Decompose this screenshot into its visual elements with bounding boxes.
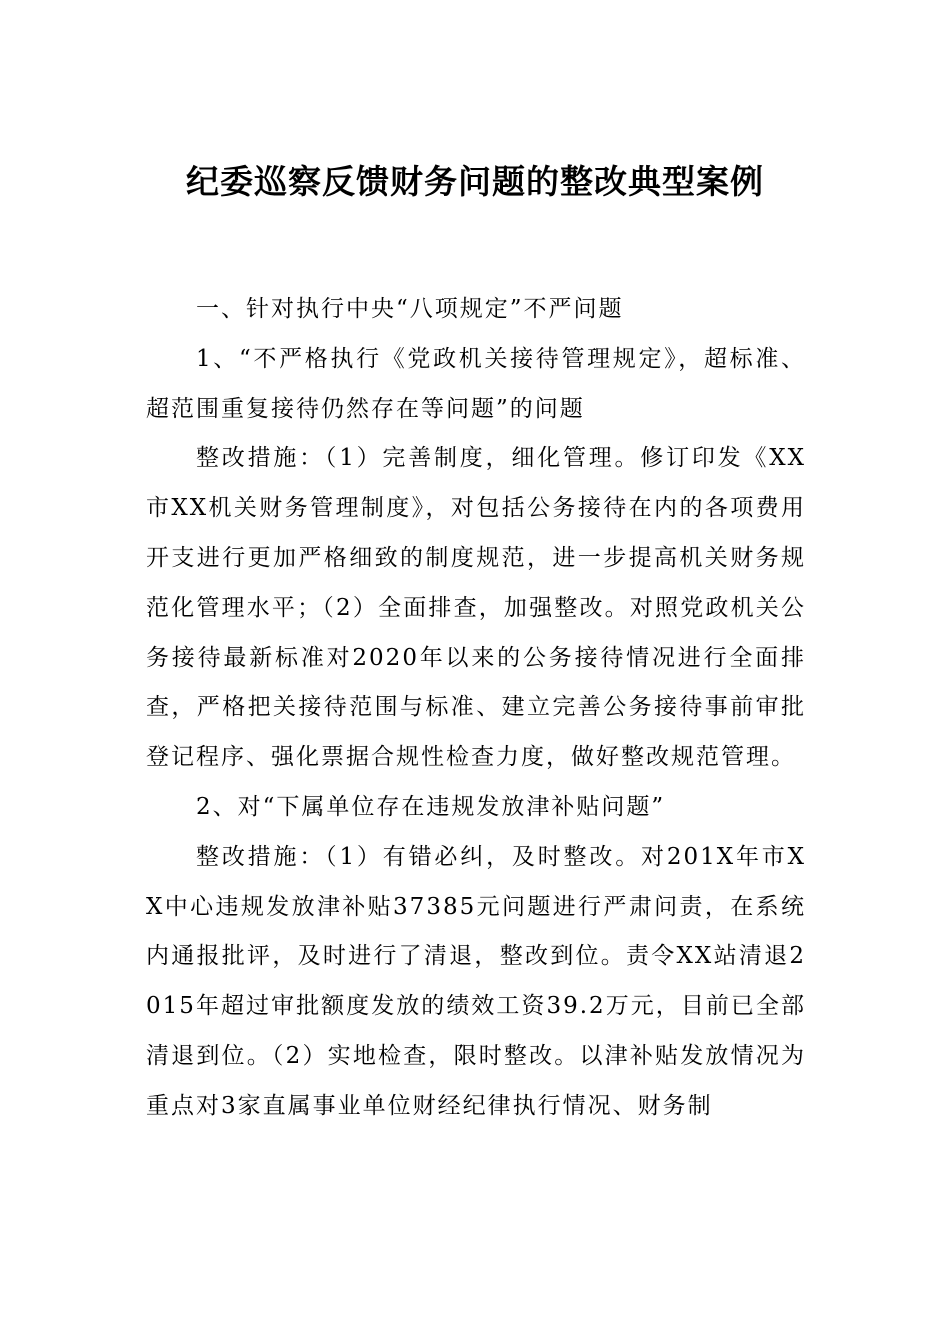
issue-heading: 1、“不严格执行《党政机关接待管理规定》，超标准、超范围重复接待仍然存在等问题”的问题 — [146, 345, 806, 422]
rectification-paragraph: 整改措施：（1）有错必纠，及时整改。对201X年市XX中心违规发放津补贴37385元问题进行严肃问责，在系统内通报批评，及时进行了清退，整改到位。责令XX站清退2015年超过审批额度发放的绩效工资39.2万元，目前已全部清退到位。（2）实地检查，限时整改。以津补贴发放情况为重点对3家直属事业单位财经纪律执行情况、财务制 — [146, 843, 806, 1119]
document-body — [146, 285, 806, 1132]
document-title: 纪委巡察反馈财务问题的整改典型案例 — [186, 162, 764, 201]
rectification-paragraph: 整改措施：（1）完善制度，细化管理。修订印发《XX市XX机关财务管理制度》，对包括公务接待在内的各项费用开支进行更加严格细致的制度规范，进一步提高机关财务规范化管理水平；（2）全面排查，加强整改。对照党政机关公务接待最新标准对2020年以来的公务接待情况进行全面排查，严格把关接待范围与标准、建立完善公务接待事前审批登记程序、强化票据合规性检查力度，做好整改规范管理。 — [146, 445, 806, 771]
issue-heading: 2、对“下属单位存在违规发放津补贴问题” — [196, 793, 666, 820]
section-heading: 一、针对执行中央“八项规定”不严问题 — [196, 296, 624, 322]
